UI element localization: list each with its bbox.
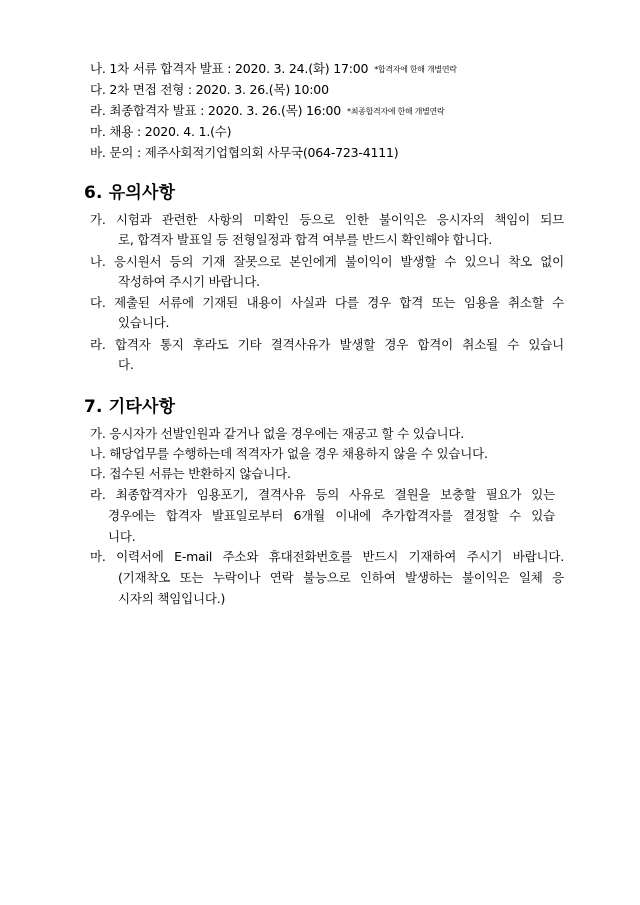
section-6-item-na-line1: 나. 응시원서 등의 기재 잘못으로 본인에게 불이익이 발생할 수 있으니 착오 없이 [90, 254, 564, 269]
schedule-item-interview [90, 82, 570, 98]
schedule-text: 다. 2차 면접 전형 : 2020. 3. 26.(목) 10:00 [90, 82, 329, 97]
section-6-item-ra-line2: 다. [118, 357, 134, 372]
section-6-heading: 6. 유의사항 [84, 183, 176, 203]
schedule-item-final-result [90, 103, 570, 120]
section-7-item-ra-line3: 니다. [108, 529, 136, 544]
section-6-item-ra-line1: 라. 합격자 통지 후라도 기타 결격사유가 발생할 경우 합격이 취소될 수 있습니 [90, 337, 564, 352]
schedule-text: 바. 문의 : 제주사회적기업협의회 사무국(064-723-4111) [90, 145, 399, 160]
section-6-item-na-line2: 작성하여 주시기 바랍니다. [118, 274, 260, 289]
section-7-item-ra-line2: 경우에는 합격자 발표일로부터 6개월 이내에 추가합격자를 결정할 수 있습 [108, 508, 555, 523]
section-6-item-da-line1: 다. 제출된 서류에 기재된 내용이 사실과 다를 경우 합격 또는 임용을 취소할 수 [90, 295, 564, 310]
schedule-text: 마. 채용 : 2020. 4. 1.(수) [90, 124, 232, 139]
section-7-item-na: 나. 해당업무를 수행하는데 적격자가 없을 경우 채용하지 않을 수 있습니다. [90, 446, 488, 461]
section-7-item-ma-line3: 시자의 책임입니다.) [118, 591, 226, 606]
section-7-item-da: 다. 접수된 서류는 반환하지 않습니다. [90, 466, 291, 481]
schedule-text: 나. 1차 서류 합격자 발표 : 2020. 3. 24.(화) 17:00 [90, 61, 369, 76]
section-6-item-da-line2: 있습니다. [118, 315, 170, 330]
section-7-item-ra-line1: 라. 최종합격자가 임용포기, 결격사유 등의 사유로 결원을 보충할 필요가 있는 [90, 487, 555, 502]
schedule-item-first-screening-result [90, 61, 570, 78]
section-7-item-ma-line1: 마. 이력서에 E-mail 주소와 휴대전화번호를 반드시 기재하여 주시기 바랍니다. [90, 549, 564, 564]
section-6-item-ga-line2: 로, 합격자 발표일 등 전형일정과 합격 여부를 반드시 확인해야 합니다. [118, 232, 493, 247]
schedule-item-inquiry [90, 145, 570, 161]
schedule-text: 라. 최종합격자 발표 : 2020. 3. 26.(목) 16:00 [90, 103, 342, 118]
schedule-item-hiring-date [90, 124, 570, 140]
section-7-heading: 7. 기타사항 [84, 397, 176, 417]
schedule-note: *최종합격자에 한해 개별연락 [347, 107, 445, 116]
section-6-item-ga-line1: 가. 시험과 관련한 사항의 미확인 등으로 인한 불이익은 응시자의 책임이 되므 [90, 212, 564, 227]
section-7-item-ma-line2: (기재착오 또는 누락이나 연락 불능으로 인하여 발생하는 불이익은 일체 응 [118, 570, 564, 585]
schedule-note: *합격자에 한해 개별연락 [374, 65, 457, 74]
section-7-item-ga: 가. 응시자가 선발인원과 같거나 없을 경우에는 재공고 할 수 있습니다. [90, 426, 465, 441]
